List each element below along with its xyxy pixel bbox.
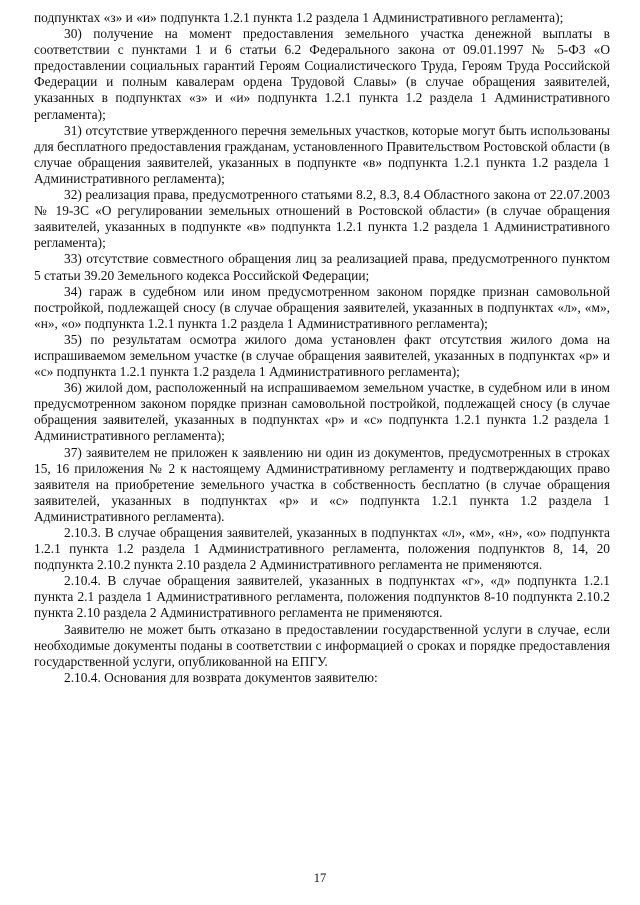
- page-number: 17: [313, 871, 327, 885]
- paragraph-refusal-note: Заявителю не может быть отказано в предоставлении государственной услуги в случае, если необходимые документы поданы в соответствии с информацией о сроках и порядке предоставления государственной услуги, опубликованной на ЕПГУ.: [34, 621, 610, 669]
- document-body: [34, 10, 610, 686]
- paragraph-item-33: 33) отсутствие совместного обращения лиц за реализацией права, предусмотренного пунктом 5 статьи 39.20 Земельного кодекса Российской Федерации;: [34, 251, 610, 283]
- paragraph-item-32: 32) реализация права, предусмотренного статьями 8.2, 8.3, 8.4 Областного закона от 22.07.2003 № 19-ЗС «О регулировании земельных отношений в Ростовской области» (в случае обращения заявителей, указанных в подпункте «в» подпункта 1.2.1 пункта 1.2 раздела 1 Административного регламента);: [34, 187, 610, 251]
- paragraph-item-36: 36) жилой дом, расположенный на испрашиваемом земельном участке, в судебном или в ином предусмотренном законом порядке признан самовольной постройкой, подлежащей сносу (в случае обращения заявителей, указанных в подпунктах «р» и «с» подпункта 1.2.1 пункта 1.2 раздела 1 Административного регламента);: [34, 380, 610, 444]
- paragraph-item-34: 34) гараж в судебном или ином предусмотренном законом порядке признан самовольной постройкой, подлежащей сносу (в случае обращения заявителей, указанных в подпунктах «л», «м», «н», «о» подпункта 1.2.1 пункта 1.2 раздела 1 Административного регламента);: [34, 283, 610, 331]
- paragraph-item-37: 37) заявителем не приложен к заявлению ни один из документов, предусмотренных в строках 15, 16 приложения № 2 к настоящему Административному регламенту и подтверждающих право заявителя на приобретение земельного участка в собственность бесплатно (в случае обращения заявителей, указанных в подпунктах «р» и «с» подпункта 1.2.1 пункта 1.2 раздела 1 Административного регламента).: [34, 444, 610, 524]
- paragraph-item-35: 35) по результатам осмотра жилого дома установлен факт отсутствия жилого дома на испрашиваемом земельном участке (в случае обращения заявителей, указанных в подпунктах «р» и «с» подпункта 1.2.1 пункта 1.2 раздела 1 Административного регламента);: [34, 331, 610, 380]
- paragraph-2-10-4-return: 2.10.4. Основания для возврата документов заявителю:: [64, 669, 378, 685]
- paragraph-2-10-4: 2.10.4. В случае обращения заявителей, указанных в подпунктах «г», «д» подпункта 1.2.1 пункта 2.1 раздела 1 Административного регламента, положения подпунктов 8-10 подпункта 2.10.2 пункта 2.10 раздела 2 Административного регламента не применяются.: [34, 573, 610, 621]
- paragraph-item-30: 30) получение на момент предоставления земельного участка денежной выплаты в соответствии с пунктами 1 и 6 статьи 6.2 Федерального закона от 09.01.1997 № 5-ФЗ «О предоставлении социальных гарантий Героям Социалистического Труда, Героям Труда Российской Федерации и полным кавалерам ордена Трудовой Славы» (в случае обращения заявителей, указанных в подпунктах «з» и «и» подпункта 1.2.1 пункта 1.2 раздела 1 Административного регламента);: [34, 26, 610, 122]
- paragraph-continuation: подпунктах «з» и «и» подпункта 1.2.1 пункта 1.2 раздела 1 Административного регламента);: [34, 10, 564, 25]
- paragraph-item-31: 31) отсутствие утвержденного перечня земельных участков, которые могут быть использованы для бесплатного предоставления гражданам, установленного Правительством Ростовской области (в случае обращения заявителей, указанных в подпункте «в» подпункта 1.2.1 пункта 1.2 раздела 1 Административного регламента);: [34, 122, 610, 186]
- paragraph-2-10-3: 2.10.3. В случае обращения заявителей, указанных в подпунктах «л», «м», «н», «о» подпункта 1.2.1 пункта 1.2 раздела 1 Административного регламента, положения подпунктов 8, 14, 20 подпункта 2.10.2 пункта 2.10 раздела 2 Административного регламента не применяются.: [34, 525, 610, 573]
